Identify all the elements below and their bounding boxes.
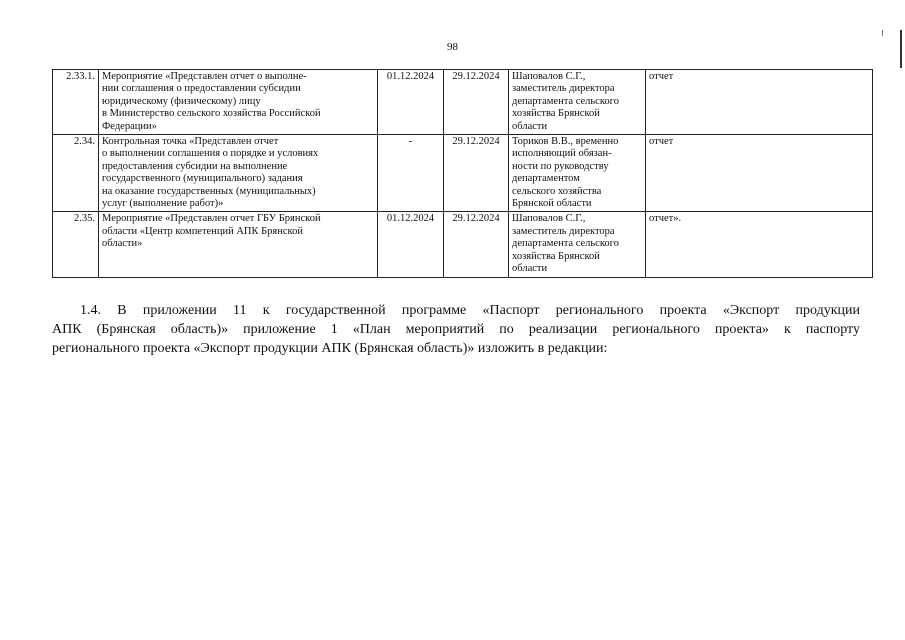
description-line: области» — [102, 238, 143, 250]
responsible-line: сельского хозяйства — [512, 185, 602, 197]
description-line: Контрольная точка «Представлен отчет — [102, 136, 279, 148]
end-date-cell: 29.12.2024 — [444, 135, 509, 212]
activities-table-body — [53, 70, 873, 278]
description-line: услуг (выполнение работ)» — [102, 198, 224, 210]
description-line: Федерации» — [102, 120, 157, 132]
description-line: нии соглашения о предоставлении субсидии — [102, 83, 301, 95]
scan-edge-mark — [900, 30, 902, 68]
responsible-line: департамента сельского — [512, 238, 619, 250]
responsible-line: исполняющий обязан- — [512, 148, 612, 160]
description-line: о выполнении соглашения о порядке и условиях — [102, 148, 319, 160]
responsible-line: Шаповалов С.Г., — [512, 213, 586, 225]
row-number-cell: 2.34. — [53, 135, 99, 212]
description-line: на оказание государственных (муниципальных) — [102, 185, 316, 197]
responsible-line: департаментом — [512, 173, 580, 185]
responsible-line: Ториков В.В., временно — [512, 136, 619, 148]
activity-description-cell — [99, 135, 378, 212]
paragraph-line: АПК (Брянская область)» приложение 1 «План мероприятий по реализации регионального проекта» к паспорту — [52, 322, 860, 337]
description-line: юридическому (физическому) лицу — [102, 95, 261, 107]
responsible-line: департамента сельского — [512, 95, 619, 107]
responsible-line: хозяйства Брянской — [512, 250, 600, 262]
responsible-person-cell — [509, 212, 646, 277]
scan-edge-tick — [882, 30, 883, 36]
paragraph-line: 1.4. В приложении 11 к государственной программе «Паспорт регионального проекта «Экспорт продукции — [80, 303, 860, 318]
end-date-cell: 29.12.2024 — [444, 212, 509, 277]
paragraph-line: регионального проекта «Экспорт продукции АПК (Брянская область)» изложить в редакции: — [52, 341, 608, 356]
result-document-cell: отчет — [646, 70, 873, 135]
activities-table — [52, 69, 873, 278]
responsible-line: ности по руководству — [512, 160, 609, 172]
responsible-line: хозяйства Брянской — [512, 108, 600, 120]
end-date-cell: 29.12.2024 — [444, 70, 509, 135]
description-line: Мероприятие «Представлен отчет ГБУ Брянской — [102, 213, 321, 225]
page-number: 98 — [447, 41, 458, 53]
table-row — [53, 70, 873, 135]
description-line: предоставления субсидии на выполнение — [102, 160, 288, 172]
row-number-cell: 2.33.1. — [53, 70, 99, 135]
table-row — [53, 135, 873, 212]
description-line: Мероприятие «Представлен отчет о выполне- — [102, 71, 307, 82]
start-date-cell: 01.12.2024 — [378, 212, 444, 277]
description-line: в Министерство сельского хозяйства Российской — [102, 108, 321, 120]
description-line: области «Центр компетенций АПК Брянской — [102, 225, 303, 237]
responsible-line: области — [512, 263, 548, 275]
responsible-line: Шаповалов С.Г., — [512, 71, 586, 82]
result-document-cell: отчет — [646, 135, 873, 212]
amendment-paragraph — [52, 301, 860, 358]
responsible-line: Брянской области — [512, 198, 592, 210]
responsible-person-cell — [509, 70, 646, 135]
result-document-cell: отчет». — [646, 212, 873, 277]
responsible-line: заместитель директора — [512, 83, 615, 95]
activity-description-cell — [99, 212, 378, 277]
start-date-cell: 01.12.2024 — [378, 70, 444, 135]
description-line: государственного (муниципального) задания — [102, 173, 303, 185]
row-number-cell: 2.35. — [53, 212, 99, 277]
responsible-line: заместитель директора — [512, 225, 615, 237]
responsible-person-cell — [509, 135, 646, 212]
activity-description-cell — [99, 70, 378, 135]
table-row — [53, 212, 873, 277]
responsible-line: области — [512, 120, 548, 132]
start-date-cell: - — [378, 135, 444, 212]
